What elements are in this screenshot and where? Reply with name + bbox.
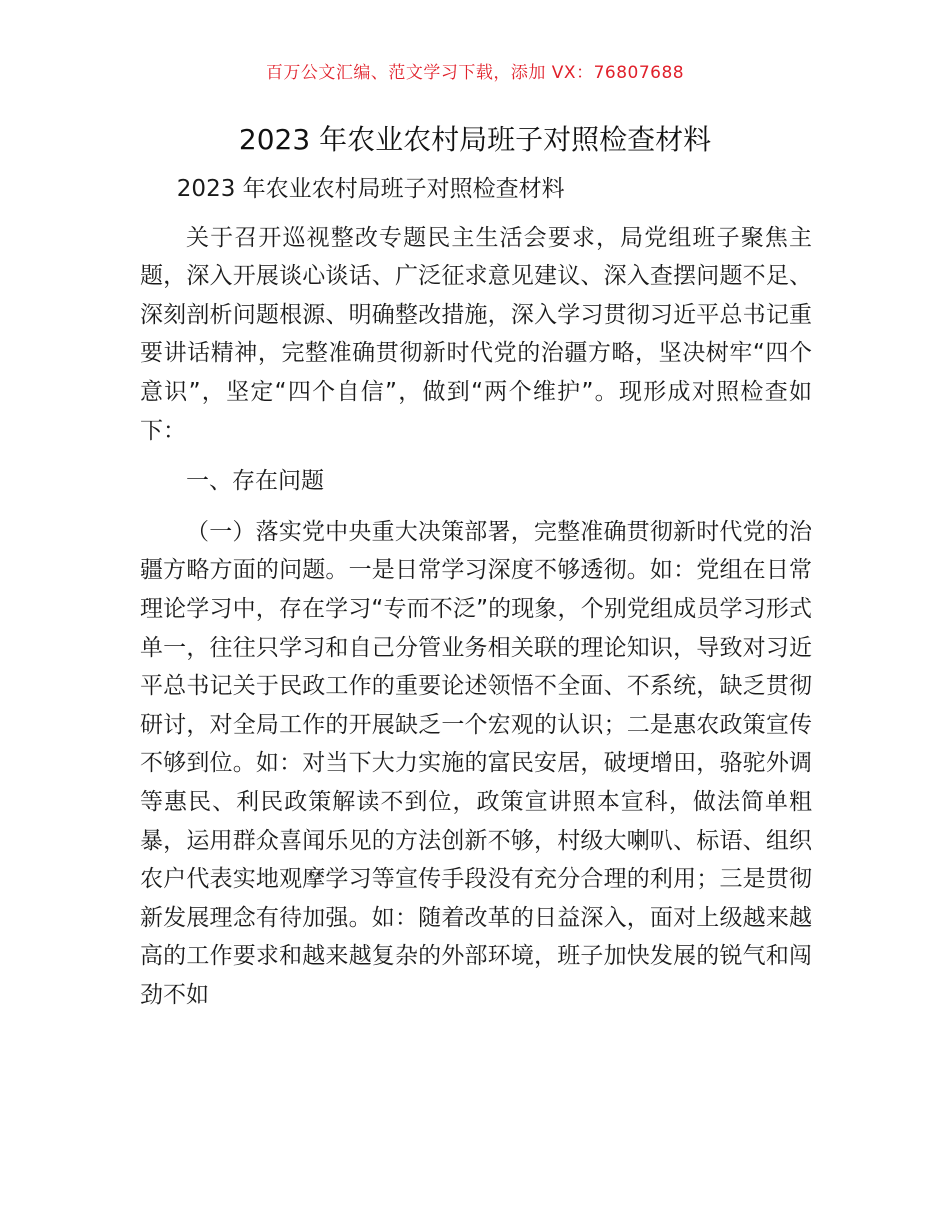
watermark-text: 百万公文汇编、范文学习下载，添加 VX：76807688 [265, 63, 685, 83]
intro-paragraph: 关于召开巡视整改专题民主生活会要求，局党组班子聚焦主题，深入开展谈心谈话、广泛征求意见建议、深入查摆问题不足、深刻剖析问题根源、明确整改措施，深入学习贯彻习近平总书记重要讲话精神，完整准确贯彻新时代党的治疆方略，坚决树牢“四个意识”，坚定“四个自信”，做到“两个维护”。现形成对照检查如下： [140, 224, 812, 444]
section-heading-problems: 一、存在问题 [186, 468, 324, 495]
problem-paragraph-1: （一）落实党中央重大决策部署，完整准确贯彻新时代党的治疆方略方面的问题。一是日常学习深度不够透彻。如：党组在日常理论学习中，存在学习“专而不泛”的现象，个别党组成员学习形式单一，往往只学习和自己分管业务相关联的理论知识，导致对习近平总书记关于民政工作的重要论述领悟不全面、不系统，缺乏贯彻研讨，对全局工作的开展缺乏一个宏观的认识；二是惠农政策宣传不够到位。如：对当下大力实施的富民安居，破埂增田，骆驼外调等惠民、利民政策解读不到位，政策宣讲照本宣科，做法简单粗暴，运用群众喜闻乐见的方法创新不够，村级大喇叭、标语、组织农户代表实地观摩学习等宣传手段没有充分合理的利用；三是贯彻新发展理念有待加强。如：随着改革的日益深入，面对上级越来越高的工作要求和越来越复杂的外部环境，班子加快发展的锐气和闯劲不如 [140, 518, 812, 1008]
document-title: 2023 年农业农村局班子对照检查材料 [238, 123, 712, 156]
document-subtitle: 2023 年农业农村局班子对照检查材料 [176, 176, 565, 202]
document-body [140, 170, 812, 1014]
